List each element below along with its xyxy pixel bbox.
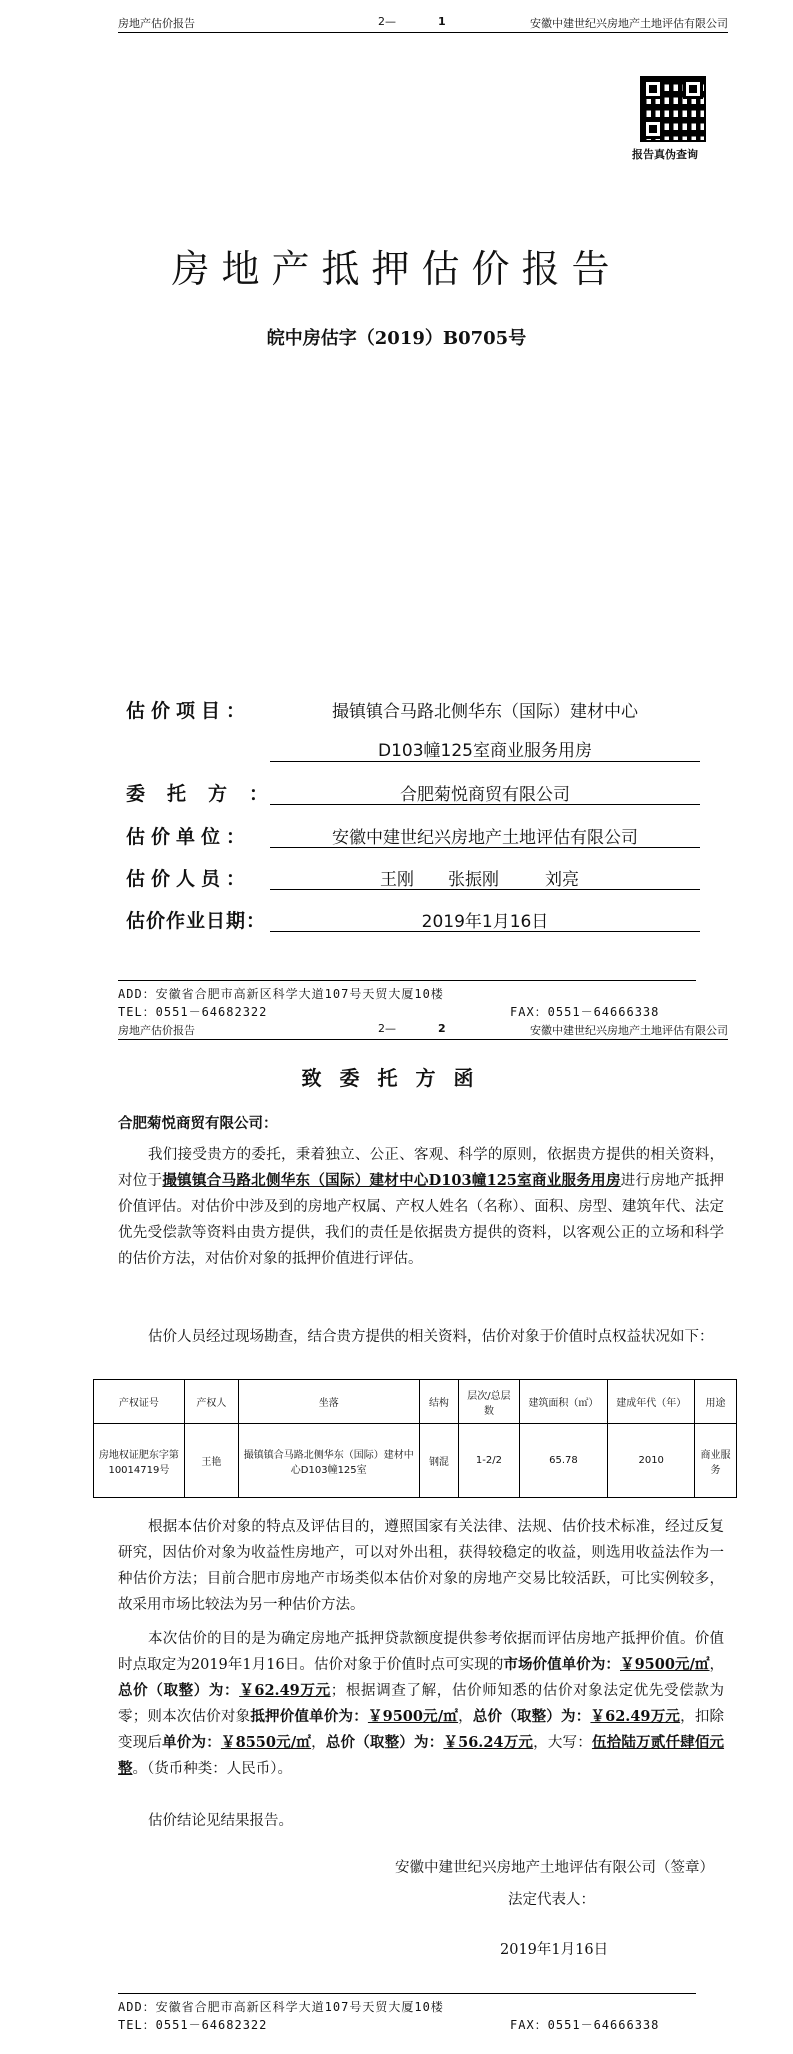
table-cell: 1-2/2 — [459, 1424, 519, 1498]
table-header: 产权证号 — [94, 1380, 185, 1424]
paragraph-1: 我们接受贵方的委托，秉着独立、公正、客观、科学的原则，依据贵方提供的相关资料，对位于撮镇镇合马路北侧华东（国际）建材中心D103幢125室商业服务用房进行房地产抵押价值评估。对估价中涉及到的房地产权属、产权人姓名（名称）、面积、房型、建筑年代、法定优先受偿款等资料由贵方提供，我们的责任是依据贵方提供的资料，以客观公正的立场和科学的估价方法，对估价对象的抵押价值进行评估。 — [118, 1147, 725, 1267]
underline — [270, 931, 700, 932]
letter-date: 2019年1月16日 — [500, 1942, 609, 1958]
mortgage-total-price: ￥62.49万元 — [590, 1708, 681, 1725]
table-cell: 钢混 — [419, 1424, 459, 1498]
report-number: 皖中房估字（2019）B0705号 — [266, 328, 527, 349]
footer-tel: TEL：0551－64682322 — [118, 1005, 268, 1019]
footer-fax: FAX：0551－64666338 — [510, 2018, 660, 2032]
date-value: 2019年1月16日 — [421, 912, 549, 932]
signature-line: 安徽中建世纪兴房地产土地评估有限公司（签章） — [395, 1860, 714, 1876]
header-page-number: 2 — [438, 1022, 446, 1035]
table-header: 用途 — [695, 1380, 737, 1424]
paragraph-5: 估价结论见结果报告。 — [148, 1813, 293, 1829]
item-value-line1: 撮镇镇合马路北侧华东（国际）建材中心 — [332, 702, 638, 722]
amount-in-words: 伍拾陆万贰仟肆佰元整 — [118, 1734, 725, 1777]
header-page-dash: 2— — [378, 15, 396, 28]
underline — [270, 804, 700, 805]
market-unit-price: ￥9500元/㎡ — [620, 1656, 710, 1673]
unit-label: 估价单位： — [126, 826, 252, 848]
paragraph-4: 本次估价的目的是为确定房地产抵押贷款额度提供参考依据而评估房地产抵押价值。价值时点取定为2019年1月16日。估价对象于价值时点可实现的市场价值单价为：￥9500元/㎡，总价（取整）为：￥62.49万元；根据调查了解，估价师知悉的估价对象法定优先受偿款为零；则本次估价对象抵押价值单价为：￥9500元/㎡，总价（取整）为：￥62.49万元，扣除变现后单价为：￥8550元/㎡，总价（取整）为：￥56.24万元，大写：伍拾陆万贰仟肆佰元整。（货币种类：人民币）。 — [118, 1631, 725, 1777]
footer-tel: TEL：0551－64682322 — [118, 2018, 268, 2032]
client-label: 委托方： — [126, 783, 291, 805]
date-label: 估价作业日期： — [126, 910, 267, 932]
footer-fax: FAX：0551－64666338 — [510, 1005, 660, 1019]
table-header-row — [94, 1380, 737, 1424]
paragraph-2: 估价人员经过现场勘查，结合贵方提供的相关资料，估价对象于价值时点权益状况如下： — [148, 1329, 714, 1345]
letter-title: 致委托方函 — [301, 1066, 492, 1090]
paragraph-3: 根据本估价对象的特点及评估目的，遵照国家有关法律、法规、估价技术标准，经过反复研究，因估价对象为收益性房地产，可以对外出租，获得较稳定的收益，则选用收益法作为一种估价方法；目前合肥市房地产市场类似本估价对象的房地产交易比较活跃，可比实例较多，故采用市场比较法为另一种估价方法。 — [118, 1519, 724, 1613]
table-header: 产权人 — [184, 1380, 238, 1424]
table-cell: 65.78 — [519, 1424, 608, 1498]
property-location: 撮镇镇合马路北侧华东（国际）建材中心D103幢125室商业服务用房 — [162, 1172, 621, 1189]
appraisers-label: 估价人员： — [126, 868, 252, 890]
header-left: 房地产估价报告 — [118, 1024, 195, 1037]
table-cell: 撮镇镇合马路北侧华东（国际）建材中心D103幢125室 — [238, 1424, 419, 1498]
page2-header — [118, 1022, 728, 1038]
table-cell: 商业服务 — [695, 1424, 737, 1498]
footer-rule — [118, 1993, 696, 1994]
market-total-price: ￥62.49万元 — [239, 1682, 331, 1699]
underline — [270, 761, 700, 762]
table-cell: 王艳 — [184, 1424, 238, 1498]
liquidation-unit-price: ￥8550元/㎡ — [220, 1734, 312, 1751]
header-page-dash: 2— — [378, 1022, 396, 1035]
header-page-number: 1 — [438, 15, 446, 28]
item-label: 估价项目： — [126, 700, 252, 722]
underline — [270, 847, 700, 848]
footer-rule — [118, 980, 696, 981]
property-table — [93, 1379, 737, 1498]
header-left: 房地产估价报告 — [118, 17, 195, 30]
report-title: 房地产抵押估价报告 — [171, 247, 622, 291]
legal-representative: 法定代表人： — [508, 1892, 595, 1908]
appraiser-name: 刘亮 — [545, 870, 579, 890]
table-header: 建成年代（年） — [608, 1380, 695, 1424]
table-header: 层次/总层数 — [459, 1380, 519, 1424]
mortgage-unit-price: ￥9500元/㎡ — [367, 1708, 459, 1725]
qr-caption: 报告真伪查询 — [632, 148, 698, 161]
table-header: 建筑面积（㎡） — [519, 1380, 608, 1424]
item-value-line2: D103幢125室商业服务用房 — [378, 741, 592, 761]
header-right: 安徽中建世纪兴房地产土地评估有限公司 — [530, 1024, 728, 1037]
table-header: 结构 — [419, 1380, 459, 1424]
header-rule — [118, 32, 728, 33]
unit-value: 安徽中建世纪兴房地产土地评估有限公司 — [332, 828, 638, 848]
qr-code[interactable] — [640, 76, 706, 142]
table-row — [94, 1424, 737, 1498]
page1-header — [118, 15, 728, 31]
appraiser-name: 张振刚 — [448, 870, 499, 890]
table-cell: 房地权证肥东字第10014719号 — [94, 1424, 185, 1498]
footer-address: ADD：安徽省合肥市高新区科学大道107号天贸大厦10楼 — [118, 2000, 444, 2014]
client-value: 合肥菊悦商贸有限公司 — [400, 785, 570, 805]
header-right: 安徽中建世纪兴房地产土地评估有限公司 — [530, 17, 728, 30]
footer-address: ADD：安徽省合肥市高新区科学大道107号天贸大厦10楼 — [118, 987, 444, 1001]
appraiser-name: 王刚 — [380, 870, 414, 890]
table-header: 坐落 — [238, 1380, 419, 1424]
header-rule — [118, 1039, 728, 1040]
table-cell: 2010 — [608, 1424, 695, 1498]
underline — [270, 889, 700, 890]
liquidation-total-price: ￥56.24万元 — [443, 1734, 534, 1751]
salutation: 合肥菊悦商贸有限公司： — [118, 1115, 278, 1132]
